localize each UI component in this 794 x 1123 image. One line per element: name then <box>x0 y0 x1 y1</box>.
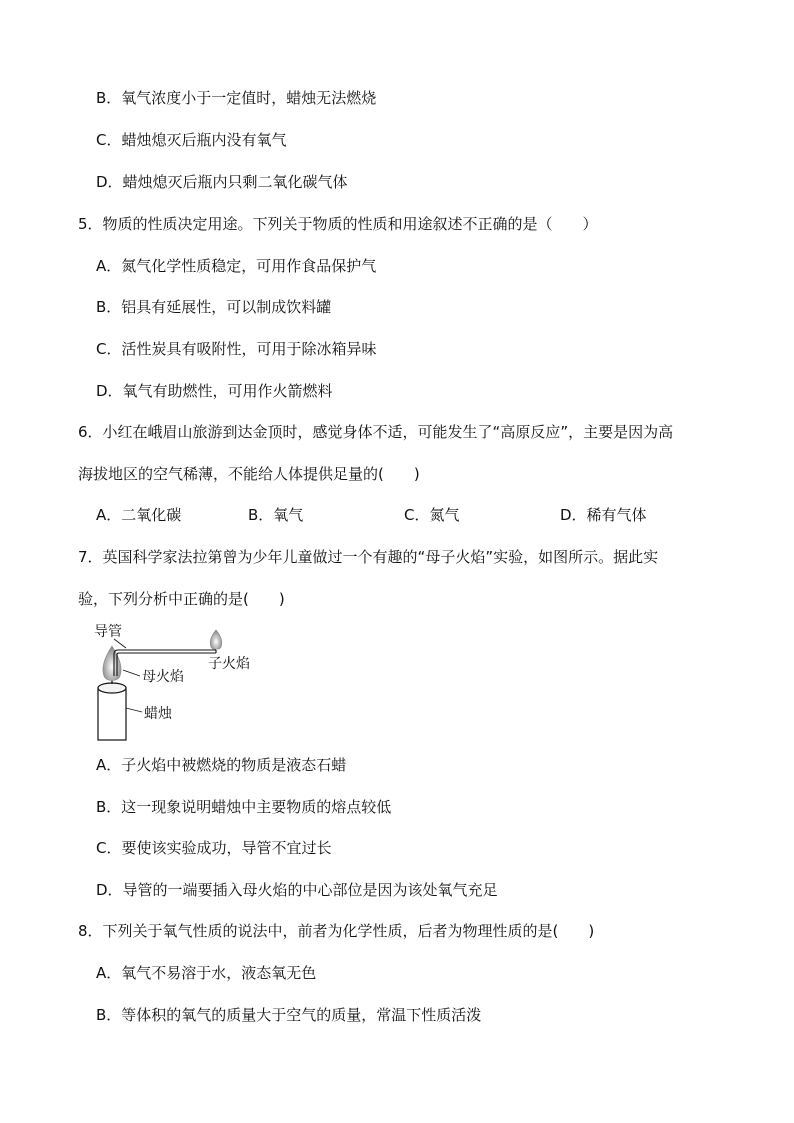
q7-option-d: D．导管的一端要插入母火焰的中心部位是因为该处氧气充足 <box>96 881 498 899</box>
q5-option-a: A．氮气化学性质稳定，可用作食品保护气 <box>96 257 377 275</box>
q6-option-c: C．氮气 <box>404 506 460 524</box>
q6-option-b: B．氧气 <box>248 506 304 524</box>
q6-stem-line2: 海拔地区的空气稀薄，不能给人体提供足量的( ) <box>78 465 420 483</box>
leader-line-candle <box>126 708 142 712</box>
q7-stem-line1: 7．英国科学家法拉第曾为少年儿童做过一个有趣的“母子火焰”实验，如图所示。据此实 <box>78 548 659 566</box>
q4-option-c: C．蜡烛熄灭后瓶内没有氧气 <box>96 131 287 149</box>
q8-stem: 8．下列关于氧气性质的说法中，前者为化学性质，后者为物理性质的是( ) <box>78 922 595 940</box>
candle-body <box>98 688 126 740</box>
q7-option-a: A．子火焰中被燃烧的物质是液态石蜡 <box>96 756 347 774</box>
q4-option-d: D．蜡烛熄灭后瓶内只剩二氧化碳气体 <box>96 173 348 191</box>
q7-option-b: B．这一现象说明蜡烛中主要物质的熔点较低 <box>96 798 392 816</box>
q8-option-b: B．等体积的氧气的质量大于空气的质量，常温下性质活泼 <box>96 1006 482 1024</box>
q6-option-a: A．二氧化碳 <box>96 506 182 524</box>
q8-option-a: A．氧气不易溶于水，液态氧无色 <box>96 964 317 982</box>
q6-option-d: D．稀有气体 <box>560 506 647 524</box>
q7-stem-line2: 验，下列分析中正确的是( ) <box>78 590 285 608</box>
q5-option-b: B．铝具有延展性，可以制成饮料罐 <box>96 298 332 316</box>
leader-line-tube <box>114 639 126 648</box>
label-child-flame: 子火焰 <box>208 656 250 672</box>
q5-option-c: C．活性炭具有吸附性，可用于除冰箱异味 <box>96 340 377 358</box>
label-mother-flame: 母火焰 <box>142 669 184 685</box>
experiment-diagram <box>90 620 270 745</box>
candle-top <box>98 683 126 693</box>
q5-stem: 5．物质的性质决定用途。下列关于物质的性质和用途叙述不正确的是（ ） <box>78 215 598 233</box>
label-tube: 导管 <box>94 624 122 640</box>
q6-stem-line1: 6．小红在峨眉山旅游到达金顶时，感觉身体不适，可能发生了“高原反应”，主要是因为高 <box>78 423 674 441</box>
q4-option-b: B．氧气浓度小于一定值时，蜡烛无法燃烧 <box>96 89 377 107</box>
label-candle: 蜡烛 <box>144 706 172 722</box>
q5-option-d: D．氧气有助燃性，可用作火箭燃料 <box>96 382 333 400</box>
leader-line-mother-flame <box>123 670 140 676</box>
q7-option-c: C．要使该实验成功，导管不宜过长 <box>96 839 332 857</box>
mother-child-flame-figure <box>90 620 270 745</box>
mother-flame-icon <box>103 646 121 681</box>
child-flame-icon <box>210 630 222 649</box>
